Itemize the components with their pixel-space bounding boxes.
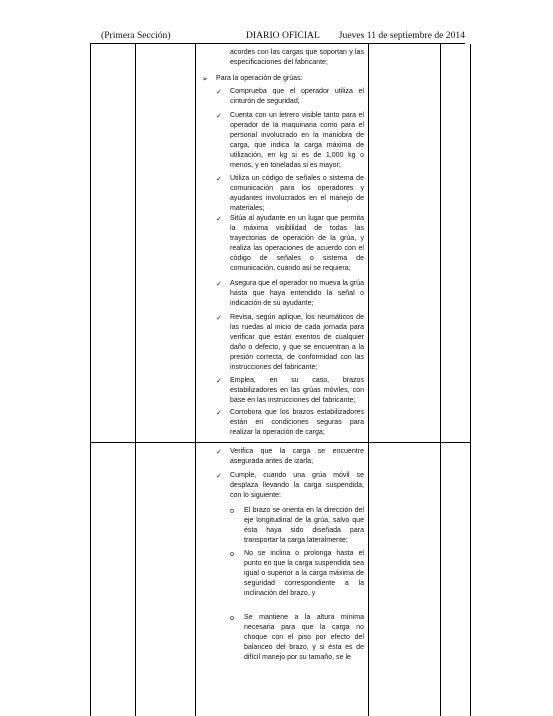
check-icon: ✓ xyxy=(216,447,222,457)
cell-col-5 xyxy=(441,44,471,443)
check-icon: ✓ xyxy=(216,174,222,184)
list-item: Comprueba que el operador utiliza el cinturón de seguridad; xyxy=(230,87,364,107)
check-icon: ✓ xyxy=(216,214,222,224)
section-heading: Para la operación de grúas: xyxy=(216,74,364,84)
header-section: (Primera Sección) xyxy=(101,30,171,41)
cell-col-1 xyxy=(91,44,136,443)
list-item: Cumple, cuando una grúa móvil se desplaza llevando la carga suspendida, con lo siguiente: xyxy=(230,471,364,501)
cell-col-1 xyxy=(91,443,136,716)
cell-col-2 xyxy=(136,443,196,716)
check-icon: ✓ xyxy=(216,376,222,386)
list-item: Sitúa al ayudante en un lugar que permita la máxima visibilidad de todas las trayectorias de operación de la grúa, y realiza las operaciones de acuerdo con el código de señales o sistema de comunicación, cuando así se requiera; xyxy=(230,214,364,274)
cell-col-2 xyxy=(136,44,196,443)
table-block-2 xyxy=(90,442,471,716)
list-item: Corrobora que los brazos estabilizadores están en condiciones seguras para realizar la operación de carga; xyxy=(230,408,364,438)
continuation-text: acordes con las cargas que soportan y las especificaciones del fabricante; xyxy=(230,48,364,68)
check-icon: ✓ xyxy=(216,471,222,481)
page-header xyxy=(0,30,553,44)
check-icon: ✓ xyxy=(216,111,222,121)
list-item: Utiliza un código de señales o sistema de comunicación para los operadores y ayudantes involucrados en el manejo de materiales; xyxy=(230,174,364,214)
sub-list-item: Se mantiene a la altura mínima necesaria para que la carga no choque con el piso por efecto del balanceo del brazo, y si ésta es de difícil manejo por su tamaño, se le xyxy=(244,613,364,663)
list-item: Verifica que la carga se encuentre asegurada antes de izarla; xyxy=(230,447,364,467)
list-item: Emplea, en su caso, brazos estabilizadores en las grúas móviles, con base en las instrucciones del fabricante; xyxy=(230,376,364,406)
circle-bullet-icon: o xyxy=(230,613,234,623)
sub-list-item: No se inclina o prolonga hasta el punto en que la carga suspendida sea igual o superior a la carga máxima de seguridad correspondiente a la inclinación del brazo, y xyxy=(244,549,364,599)
list-item: Revisa, según aplique, los neumáticos de las ruedas al inicio de cada jornada para verificar que están exentos de cualquier daño o defecto, y que se encuentran a la presión correcta, de conformidad con las instrucciones del fabricante; xyxy=(230,313,364,373)
check-icon: ✓ xyxy=(216,408,222,418)
cell-content xyxy=(196,44,369,443)
arrow-bullet-icon: ➢ xyxy=(202,74,208,84)
sub-list-item: El brazo se orienta en la dirección del eje longitudinal de la grúa, salvo que ésta haya sido diseñada para transportar la carga lateralmente; xyxy=(244,506,364,546)
header-date: Jueves 11 de septiembre de 2014 xyxy=(339,30,465,41)
circle-bullet-icon: o xyxy=(230,549,234,559)
cell-content xyxy=(196,443,369,716)
list-item: Asegura que el operador no mueva la grúa hasta que haya entendido la señal o indicación de su ayudante; xyxy=(230,279,364,309)
list-item: Cuenta con un letrero visible tanto para el operador de la maquinaria como para el personal involucrado en la maniobra de carga, que indica la carga máxima de utilización, en kg si es de 1,000 kg o menos, y en toneladas si es mayor; xyxy=(230,111,364,171)
circle-bullet-icon: o xyxy=(230,506,234,516)
cell-col-4 xyxy=(369,443,441,716)
check-icon: ✓ xyxy=(216,279,222,289)
table-block-1 xyxy=(90,44,471,443)
cell-col-4 xyxy=(369,44,441,443)
header-publication: DIARIO OFICIAL xyxy=(246,30,320,41)
check-icon: ✓ xyxy=(216,313,222,323)
check-icon: ✓ xyxy=(216,87,222,97)
cell-col-5 xyxy=(441,443,471,716)
